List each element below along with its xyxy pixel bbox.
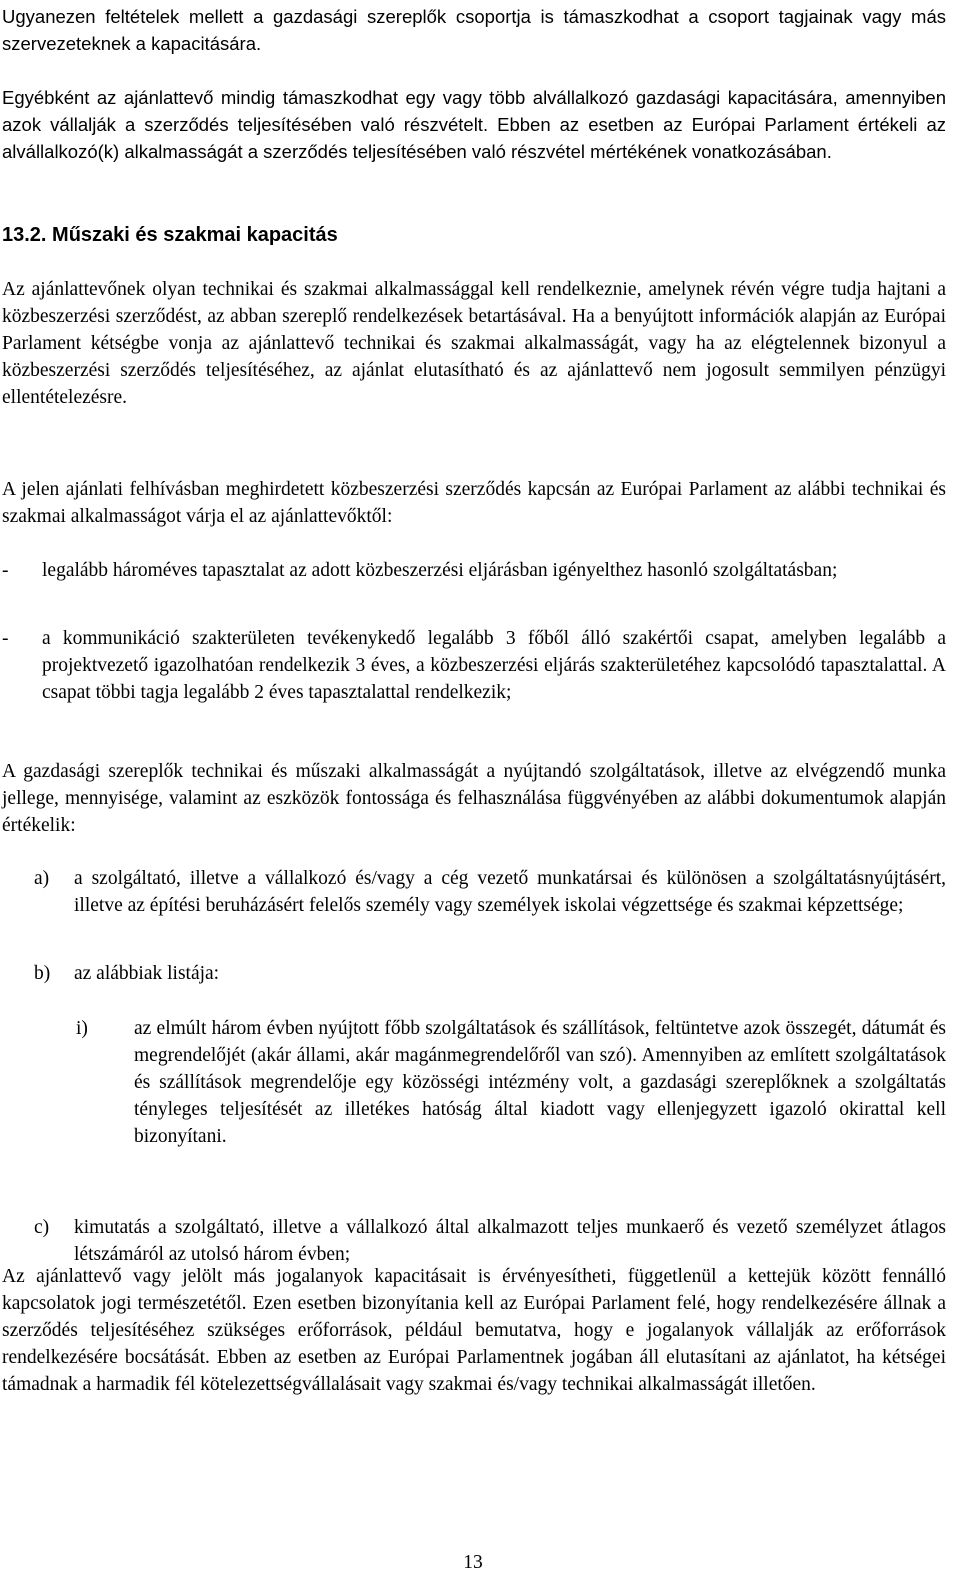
list-item-c — [34, 1214, 946, 1268]
sub-list-item-i — [76, 1015, 946, 1150]
list-dash-marker: - — [2, 560, 9, 581]
list-label-c: c) — [34, 1217, 50, 1238]
paragraph-group-capacity: Ugyanezen feltételek mellett a gazdasági szereplők csoportja is támaszkodhat a csoport tagjainak vagy más szervezeteknek a kapacitására. — [2, 6, 946, 54]
section-heading: 13.2. Műszaki és szakmai kapacitás — [2, 224, 338, 246]
list-item-text: kimutatás a szolgáltató, illetve a vállalkozó által alkalmazott teljes munkaerő és vezető személyzet átlagos létszámáról az utolsó három évben; — [74, 1217, 946, 1265]
paragraph-requirements-intro: A jelen ajánlati felhívásban meghirdetett közbeszerzési szerződés kapcsán az Európai Parlament az alábbi technikai és szakmai alkalmasságot várja el az ajánlattevőktől: — [2, 479, 946, 527]
list-label-a: a) — [34, 868, 50, 889]
paragraph-evaluation-docs: A gazdasági szereplők technikai és műszaki alkalmasságát a nyújtandó szolgáltatások, illetve az elvégzendő munka jellege, mennyisége, valamint az eszközök fontossága és felhasználása függvényében az alábbi dokumentumok alapján értékelik: — [2, 761, 946, 836]
requirement-item-team — [2, 625, 946, 706]
list-item-text: a szolgáltató, illetve a vállalkozó és/vagy a cég vezető munkatársai és különösen a szolgáltatásnyújtásért, illetve az építési beruházásért felelős személy vagy személyek iskolai végzettsége és szakmai képzettsége; — [74, 868, 946, 916]
list-label-i: i) — [76, 1018, 88, 1039]
requirement-text: legalább hároméves tapasztalat az adott közbeszerzési eljárásban igényelthez hasonló szolgáltatásban; — [42, 560, 838, 581]
page-number: 13 — [463, 1552, 483, 1573]
list-dash-marker: - — [2, 628, 9, 649]
list-item-b — [34, 960, 946, 987]
list-item-text: az alábbiak listája: — [74, 963, 220, 984]
paragraph-technical-capacity: Az ajánlattevőnek olyan technikai és szakmai alkalmassággal kell rendelkeznie, amelynek révén végre tudja hajtani a közbeszerzési szerződést, az abban szereplő rendelkezések betartásával. Ha a benyújtott információk alapján az Európai Parlament kétségbe vonja az ajánlattevő technikai és szakmai alkalmasságát, vagy ha az elégtelennek bizonyul a közbeszerzési szerződés teljesítéséhez, az ajánlat elutasítható és az ajánlattevő nem jogosult semmilyen pénzügyi ellentételezésre. — [2, 279, 946, 408]
list-label-b: b) — [34, 963, 51, 984]
requirement-item-experience — [2, 557, 946, 584]
paragraph-third-party-capacity: Az ajánlattevő vagy jelölt más jogalanyok kapacitásait is érvényesítheti, függetlenül a kettejük között fennálló kapcsolatok jogi természetétől. Ezen esetben bizonyítania kell az Európai Parlament felé, hogy rendelkezésére állnak a szerződés teljesítéséhez szükséges erőforrások, például bemutatva, hogy e jogalanyok vállalják az erőforrások rendelkezésére bocsátását. Ebben az esetben az Európai Parlamentnek jogában áll elutasítani az ajánlatot, ha kétségei támadnak a harmadik fél kötelezettségvállalásait vagy szakmai és/vagy technikai alkalmasságát illetően. — [2, 1266, 946, 1395]
list-item-text: az elmúlt három évben nyújtott főbb szolgáltatások és szállítások, feltüntetve azok összegét, dátumát és megrendelőjét (akár állami, akár magánmegrendelőről van szó). Amennyiben az említett szolgáltatások és szállítások megrendelője egy közösségi intézmény volt, a gazdasági szereplőknek a szolgáltatás tényleges teljesítését az illetékes hatóság által kiadott vagy ellenjegyzett igazoló okirattal kell bizonyítani. — [134, 1018, 946, 1147]
list-item-a — [34, 865, 946, 919]
requirement-text: a kommunikáció szakterületen tevékenykedő legalább 3 főből álló szakértői csapat, amelyben legalább a projektvezető igazolhatóan rendelkezik 3 éves, a közbeszerzési eljárás szakterületéhez kapcsolódó tapasztalattal. A csapat többi tagja legalább 2 éves tapasztalattal rendelkezik; — [42, 628, 946, 703]
paragraph-subcontractor: Egyébként az ajánlattevő mindig támaszkodhat egy vagy több alvállalkozó gazdasági kapacitására, amennyiben azok vállalják a szerződés teljesítésében való részvételt. Ebben az esetben az Európai Parlament értékeli az alvállalkozó(k) alkalmasságát a szerződés teljesítésében való részvétel mértékének vonatkozásában. — [2, 87, 946, 162]
